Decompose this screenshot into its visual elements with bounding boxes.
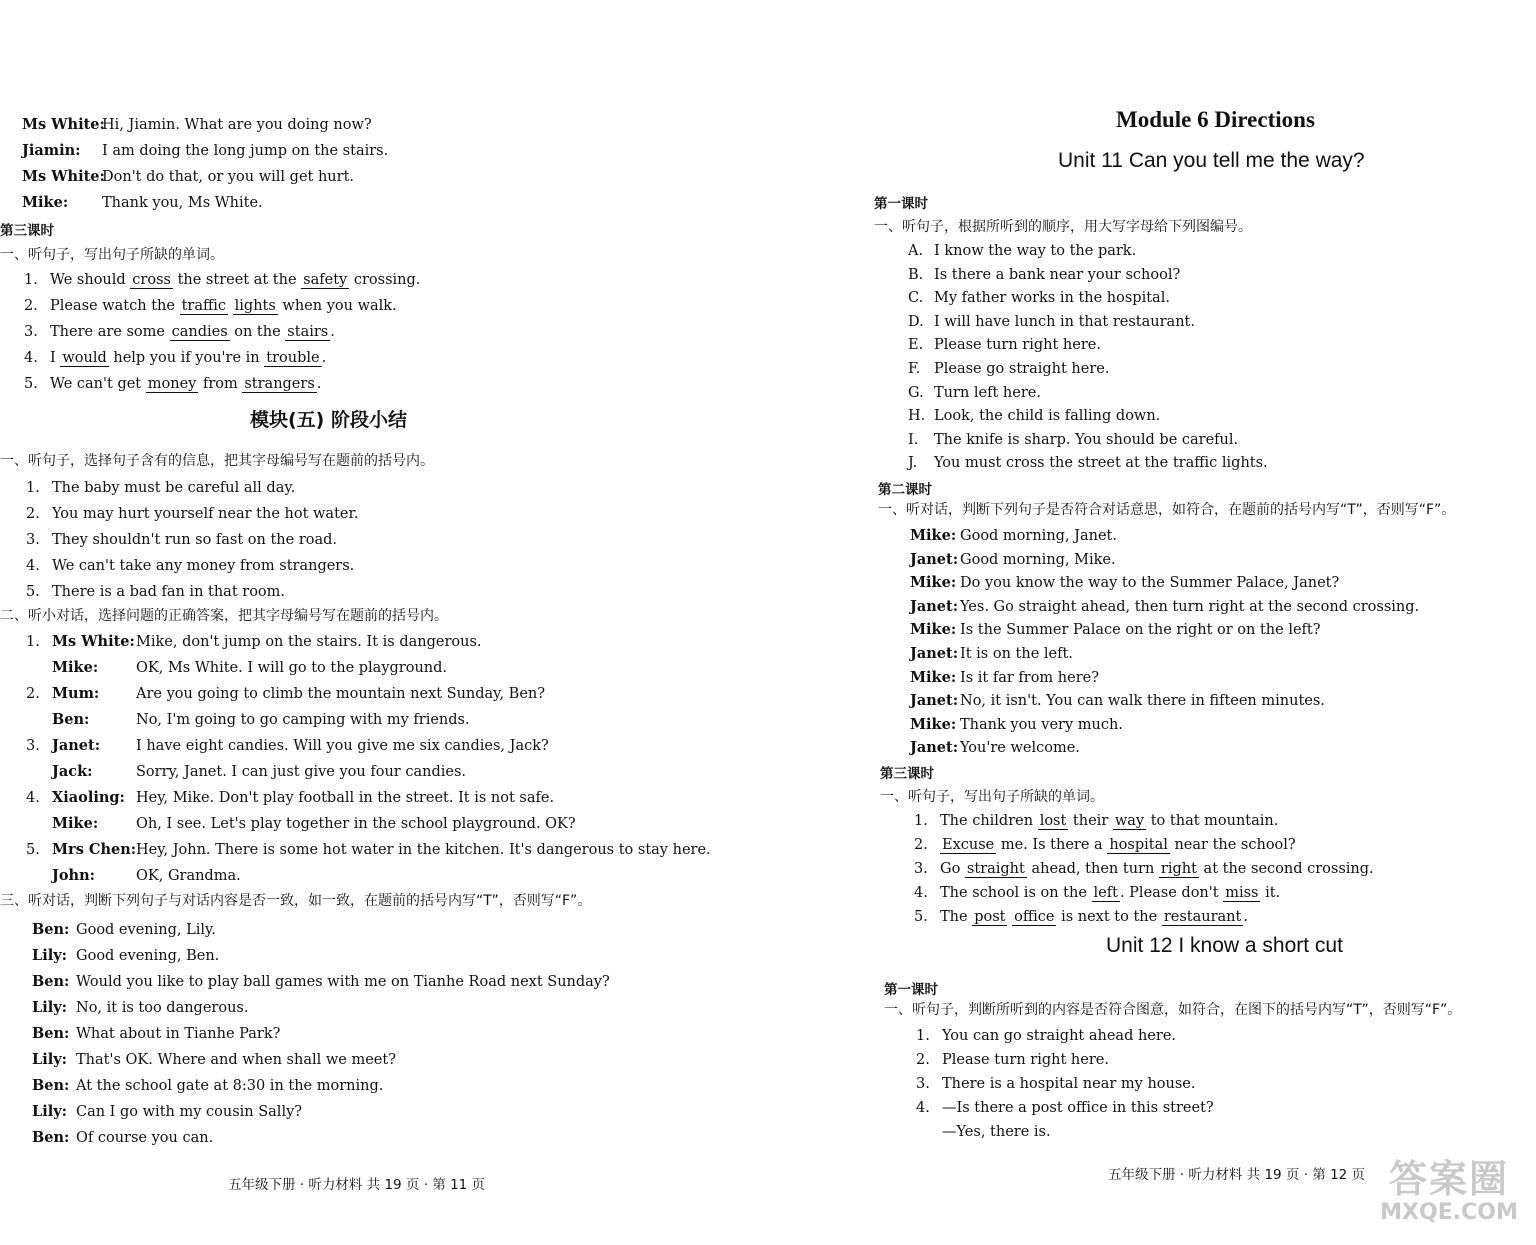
item-text: on the xyxy=(229,324,286,340)
listening-item xyxy=(26,504,358,524)
speaker-name: Lily: xyxy=(32,947,67,964)
item-number: 1. xyxy=(26,634,40,650)
speaker-name: Ben: xyxy=(32,973,70,990)
item-number: F. xyxy=(908,361,921,377)
speaker-name: Ms White: xyxy=(22,116,105,133)
exercise-instruction: 一、听对话，判断下列句子是否符合对话意思，如符合，在题前的括号内写“T”，否则写“F”。 xyxy=(878,502,1456,518)
speaker-name: Janet: xyxy=(910,550,959,568)
dialog-line xyxy=(26,710,470,730)
item-text: their xyxy=(1068,813,1113,829)
dialog-text: Mike, don't jump on the stairs. It is dangerous. xyxy=(136,634,482,650)
left-page xyxy=(0,0,760,1245)
dialog-line xyxy=(910,715,1123,735)
item-text: We can't take any money from strangers. xyxy=(52,558,355,574)
fill-blank-item xyxy=(914,811,1278,831)
item-number: J. xyxy=(908,455,918,472)
exercise-instruction: 一、听句子，写出句子所缺的单词。 xyxy=(0,247,224,263)
item-text: They shouldn't run so fast on the road. xyxy=(52,532,338,548)
item-text: There is a bad fan in that room. xyxy=(52,584,286,600)
dialog-text: Sorry, Janet. I can just give you four candies. xyxy=(136,764,466,780)
listening-item xyxy=(908,288,1170,308)
lesson-heading: 第三课时 xyxy=(0,223,54,239)
listening-item xyxy=(26,582,285,602)
lesson-heading: 第二课时 xyxy=(878,482,932,498)
item-text: . xyxy=(316,376,322,392)
speaker-name: Janet: xyxy=(910,739,959,757)
item-number: 5. xyxy=(26,842,40,858)
dialog-line xyxy=(910,526,1117,546)
item-text: I will have lunch in that restaurant. xyxy=(934,313,1195,330)
answer-word: lights xyxy=(234,298,276,314)
item-number: I. xyxy=(908,431,919,448)
item-number: E. xyxy=(908,337,924,354)
answer-word: cross xyxy=(132,272,171,288)
speaker-name: John: xyxy=(52,867,95,884)
speaker-name: Mike: xyxy=(910,715,957,733)
item-text: I know the way to the park. xyxy=(934,243,1137,259)
speaker-name: Janet: xyxy=(910,645,959,662)
speaker-name: Mike: xyxy=(910,574,957,592)
dialog-line xyxy=(910,620,1321,640)
answer-word: money xyxy=(147,376,197,392)
item-text: when you walk. xyxy=(277,298,397,314)
listening-item xyxy=(26,530,337,550)
item-text: There is a hospital near my house. xyxy=(942,1076,1196,1092)
listening-item xyxy=(908,359,1109,379)
fill-blank-item xyxy=(24,296,397,316)
dialog-text: At the school gate at 8:30 in the morning. xyxy=(76,1078,384,1094)
dialog-line xyxy=(910,691,1325,711)
page-footer: 五年级下册 · 听力材料 共 19 页 · 第 11 页 xyxy=(228,1177,486,1193)
answer-word: Excuse xyxy=(942,837,995,853)
dialog-text: What about in Tianhe Park? xyxy=(76,1026,281,1042)
dialog-text: Hey, John. There is some hot water in the kitchen. It's dangerous to stay here. xyxy=(136,842,711,858)
item-text: . xyxy=(321,350,327,366)
answer-word: lost xyxy=(1039,813,1067,829)
item-number: D. xyxy=(908,313,924,330)
dialog-text: Do you know the way to the Summer Palace, Janet? xyxy=(960,575,1340,592)
item-number: A. xyxy=(908,243,924,259)
dialog-line xyxy=(26,684,545,704)
dialog-text: Are you going to climb the mountain next Sunday, Ben? xyxy=(136,686,546,702)
speaker-name: Ben: xyxy=(32,1077,70,1094)
item-number: 2. xyxy=(916,1052,930,1068)
item-text: The xyxy=(940,909,973,925)
item-number: 1. xyxy=(24,272,38,288)
unit-title: Unit 12 I know a short cut xyxy=(1106,934,1343,957)
page-footer: 五年级下册 · 听力材料 共 19 页 · 第 12 页 xyxy=(1108,1167,1366,1183)
listening-item xyxy=(26,556,354,576)
item-text: My father works in the hospital. xyxy=(934,290,1170,307)
item-text: The knife is sharp. You should be careful. xyxy=(934,431,1239,448)
item-number: 2. xyxy=(26,686,40,702)
item-number: 5. xyxy=(26,584,40,600)
item-text: You can go straight ahead here. xyxy=(942,1028,1177,1044)
watermark-small-text: MXQE.COM xyxy=(1380,1200,1518,1225)
item-number: 5. xyxy=(24,376,38,392)
item-text: The baby must be careful all day. xyxy=(52,480,296,496)
item-number: G. xyxy=(908,384,924,401)
item-text: The school is on the xyxy=(940,885,1092,901)
fill-blank-item xyxy=(914,907,1248,927)
answer-word: restaurant xyxy=(1163,909,1242,925)
item-number: 3. xyxy=(916,1076,930,1092)
dialog-line xyxy=(910,597,1419,617)
answer-word: office xyxy=(1014,909,1055,925)
speaker-name: Xiaoling: xyxy=(52,789,125,806)
item-text: is next to the xyxy=(1056,909,1162,925)
dialog-text: It is on the left. xyxy=(960,646,1073,662)
dialog-text: Good evening, Lily. xyxy=(76,922,216,938)
dialog-line xyxy=(22,167,354,187)
item-text: me. Is there a xyxy=(996,837,1108,853)
dialog-line xyxy=(32,1102,302,1122)
dialog-text: Good morning, Mike. xyxy=(960,551,1116,568)
speaker-name: Mike: xyxy=(22,194,69,211)
dialog-line xyxy=(26,866,241,886)
item-number: 2. xyxy=(26,506,40,522)
fill-blank-item xyxy=(914,883,1280,903)
speaker-name: Mike: xyxy=(910,527,957,544)
dialog-line xyxy=(32,1076,383,1096)
fill-blank-item xyxy=(914,835,1296,855)
item-text: Please go straight here. xyxy=(934,361,1110,377)
dialog-text: Is it far from here? xyxy=(960,669,1099,686)
dialog-line xyxy=(26,814,576,834)
item-text: at the second crossing. xyxy=(1198,861,1374,877)
module-title: Module 6 Directions xyxy=(1116,107,1315,132)
dialog-line xyxy=(32,998,248,1018)
dialog-line xyxy=(22,115,372,135)
listening-item xyxy=(916,1074,1196,1094)
item-number: 3. xyxy=(26,738,40,754)
item-text: Turn left here. xyxy=(934,384,1041,401)
answer-word: way xyxy=(1114,813,1145,829)
listening-item xyxy=(908,265,1180,285)
listening-item xyxy=(908,383,1041,403)
speaker-name: Ben: xyxy=(52,711,90,728)
item-text: the street at the xyxy=(172,272,302,288)
listening-item xyxy=(916,1050,1109,1070)
speaker-name: Lily: xyxy=(32,999,67,1016)
answer-word: would xyxy=(62,350,107,366)
fill-blank-item xyxy=(24,374,321,394)
speaker-name: Ben: xyxy=(32,1129,70,1146)
answer-word: trouble xyxy=(266,350,320,366)
item-text: help you if you're in xyxy=(108,350,265,366)
item-text: . xyxy=(330,324,335,340)
summary-title: 模块(五) 阶段小结 xyxy=(250,409,407,431)
dialog-text: That's OK. Where and when shall we meet? xyxy=(76,1052,396,1068)
watermark-logo xyxy=(1374,1157,1524,1229)
item-number: 2. xyxy=(914,837,928,853)
speaker-name: Jack: xyxy=(52,763,93,780)
item-number: C. xyxy=(908,290,924,307)
watermark-big-text: 答案圈 xyxy=(1388,1157,1509,1201)
answer-word: left xyxy=(1093,885,1118,901)
item-text: Go xyxy=(940,861,965,877)
dialog-line xyxy=(22,193,263,213)
fill-blank-item xyxy=(24,270,420,290)
item-number: 3. xyxy=(914,861,928,877)
dialog-text: Good evening, Ben. xyxy=(76,948,220,964)
item-text: Please turn right here. xyxy=(942,1052,1109,1068)
listening-item xyxy=(916,1026,1176,1046)
speaker-name: Mum: xyxy=(52,685,100,702)
item-text: You must cross the street at the traffic lights. xyxy=(934,455,1268,472)
item-number: B. xyxy=(908,266,924,283)
item-number: 2. xyxy=(24,298,38,314)
speaker-name: Ben: xyxy=(32,1025,70,1042)
dialog-text: Yes. Go straight ahead, then turn right at the second crossing. xyxy=(960,598,1420,615)
dialog-text: Is the Summer Palace on the right or on the left? xyxy=(960,622,1321,639)
lesson-heading: 第一课时 xyxy=(884,982,938,998)
item-text: Is there a bank near your school? xyxy=(934,266,1181,283)
item-number: 4. xyxy=(24,350,38,366)
item-text: near the school? xyxy=(1169,837,1296,853)
unit-title: Unit 11 Can you tell me the way? xyxy=(1058,149,1365,172)
speaker-name: Mike: xyxy=(910,668,957,686)
dialog-text: Thank you, Ms White. xyxy=(102,195,263,211)
speaker-name: Mike: xyxy=(910,621,957,639)
dialog-text: I have eight candies. Will you give me six candies, Jack? xyxy=(136,738,549,754)
dialog-line xyxy=(910,738,1080,758)
listening-item xyxy=(908,430,1238,450)
dialog-line xyxy=(26,840,711,860)
dialog-line xyxy=(32,1128,213,1148)
dialog-text: Thank you very much. xyxy=(960,716,1123,733)
item-number: 5. xyxy=(914,909,928,925)
item-text: . Please don't xyxy=(1119,885,1224,901)
dialog-line xyxy=(32,920,216,940)
speaker-name: Mike: xyxy=(52,815,99,832)
dialog-line xyxy=(26,788,554,808)
exercise-instruction: 三、听对话，判断下列句子与对话内容是否一致，如一致，在题前的括号内写“T”，否则写“F”。 xyxy=(0,893,592,909)
listening-item xyxy=(908,453,1268,473)
item-number: H. xyxy=(908,408,926,425)
dialog-text: Hi, Jiamin. What are you doing now? xyxy=(102,117,372,133)
item-text: The children xyxy=(940,813,1038,829)
dialog-text: I am doing the long jump on the stairs. xyxy=(102,143,389,159)
item-text: There are some xyxy=(50,324,170,340)
exercise-instruction: 二、听小对话，选择问题的正确答案，把其字母编号写在题前的括号内。 xyxy=(0,608,448,624)
listening-item xyxy=(916,1098,1214,1118)
dialog-text: Hey, Mike. Don't play football in the street. It is not safe. xyxy=(136,790,555,806)
exercise-instruction: 一、听句子，根据所听到的顺序，用大写字母给下列图编号。 xyxy=(874,219,1252,235)
item-text: We can't get xyxy=(50,376,146,392)
answer-word: miss xyxy=(1225,885,1259,901)
listening-item xyxy=(26,478,295,498)
item-number: 4. xyxy=(914,885,928,901)
dialog-line xyxy=(26,658,447,678)
dialog-line xyxy=(26,632,482,652)
answer-word: straight xyxy=(966,861,1025,877)
item-text: Look, the child is falling down. xyxy=(934,408,1161,425)
answer-word: hospital xyxy=(1109,837,1168,853)
dialog-line xyxy=(32,972,610,992)
dialog-text: OK, Ms White. I will go to the playground. xyxy=(136,660,448,676)
item-text xyxy=(228,298,233,314)
dialog-line xyxy=(910,644,1073,664)
exercise-instruction: 一、听句子，判断所听到的内容是否符合图意，如符合，在图下的括号内写“T”，否则写“F”。 xyxy=(884,1002,1462,1018)
fill-blank-item xyxy=(914,859,1374,879)
item-text: —Is there a post office in this street? xyxy=(942,1100,1214,1116)
dialog-line xyxy=(32,946,219,966)
item-text: Please watch the xyxy=(50,298,180,314)
item-text: You may hurt yourself near the hot water. xyxy=(52,506,359,522)
right-page xyxy=(768,0,1536,1245)
item-number: 4. xyxy=(916,1100,930,1116)
speaker-name: Ben: xyxy=(32,921,70,938)
item-number: 1. xyxy=(914,813,928,829)
exercise-instruction: 一、听句子，写出句子所缺的单词。 xyxy=(880,789,1104,805)
item-text: crossing. xyxy=(349,272,421,288)
item-text: —Yes, there is. xyxy=(942,1124,1051,1140)
answer-word: strangers xyxy=(244,376,315,392)
dialog-line xyxy=(910,573,1339,593)
dialog-line xyxy=(22,141,388,161)
item-number: 1. xyxy=(26,480,40,496)
speaker-name: Janet: xyxy=(52,737,101,754)
dialog-text: Of course you can. xyxy=(76,1130,214,1146)
dialog-text: Don't do that, or you will get hurt. xyxy=(102,169,355,185)
answer-word: traffic xyxy=(181,298,227,314)
dialog-text: Good morning, Janet. xyxy=(960,528,1117,544)
exercise-instruction: 一、听句子，选择句子含有的信息，把其字母编号写在题前的括号内。 xyxy=(0,453,434,469)
item-number: 4. xyxy=(26,558,40,574)
listening-item xyxy=(908,335,1101,355)
dialog-text: Would you like to play ball games with me on Tianhe Road next Sunday? xyxy=(76,974,610,990)
dialog-line xyxy=(26,762,466,782)
item-text: I xyxy=(50,350,61,366)
listening-item xyxy=(908,312,1195,332)
dialog-text: No, I'm going to go camping with my friends. xyxy=(136,712,470,728)
item-text: We should xyxy=(50,272,131,288)
answer-word: stairs xyxy=(287,324,329,340)
speaker-name: Mike: xyxy=(52,659,99,676)
listening-item xyxy=(908,406,1160,426)
item-number: 4. xyxy=(26,790,40,806)
lesson-heading: 第一课时 xyxy=(874,196,928,212)
item-number: 1. xyxy=(916,1028,930,1044)
answer-word: candies xyxy=(171,324,228,340)
answer-word: post xyxy=(974,909,1006,925)
dialog-text: No, it is too dangerous. xyxy=(76,1000,249,1016)
dialog-text: Oh, I see. Let's play together in the school playground. OK? xyxy=(136,816,576,832)
speaker-name: Mrs Chen: xyxy=(52,841,137,858)
dialog-line xyxy=(32,1050,396,1070)
dialog-text: OK, Grandma. xyxy=(136,868,241,884)
speaker-name: Jiamin: xyxy=(22,142,81,159)
speaker-name: Janet: xyxy=(910,597,959,615)
item-text: to that mountain. xyxy=(1146,813,1279,829)
item-number: 3. xyxy=(26,532,40,548)
item-text: . xyxy=(1243,909,1248,925)
dialog-line xyxy=(26,736,549,756)
answer-word: right xyxy=(1160,861,1197,877)
dialog-text: You're welcome. xyxy=(960,740,1080,757)
dialog-line xyxy=(910,550,1116,570)
fill-blank-item xyxy=(24,348,326,368)
speaker-name: Lily: xyxy=(32,1051,67,1068)
fill-blank-item xyxy=(24,322,335,342)
dialog-line xyxy=(910,668,1099,688)
dialog-text: No, it isn't. You can walk there in fifteen minutes. xyxy=(960,693,1325,710)
item-text: Please turn right here. xyxy=(934,337,1101,354)
dialog-text: Can I go with my cousin Sally? xyxy=(76,1104,303,1120)
lesson-heading: 第三课时 xyxy=(880,766,934,782)
item-text: it. xyxy=(1260,885,1281,901)
speaker-name: Janet: xyxy=(910,692,959,710)
item-number: 3. xyxy=(24,324,38,340)
item-text: ahead, then turn xyxy=(1026,861,1159,877)
listening-item xyxy=(916,1122,1051,1142)
item-text: from xyxy=(198,376,243,392)
speaker-name: Ms White: xyxy=(52,633,135,650)
speaker-name: Ms White: xyxy=(22,168,105,185)
listening-item xyxy=(908,241,1136,261)
speaker-name: Lily: xyxy=(32,1103,67,1120)
answer-word: safety xyxy=(303,272,348,288)
dialog-line xyxy=(32,1024,280,1044)
